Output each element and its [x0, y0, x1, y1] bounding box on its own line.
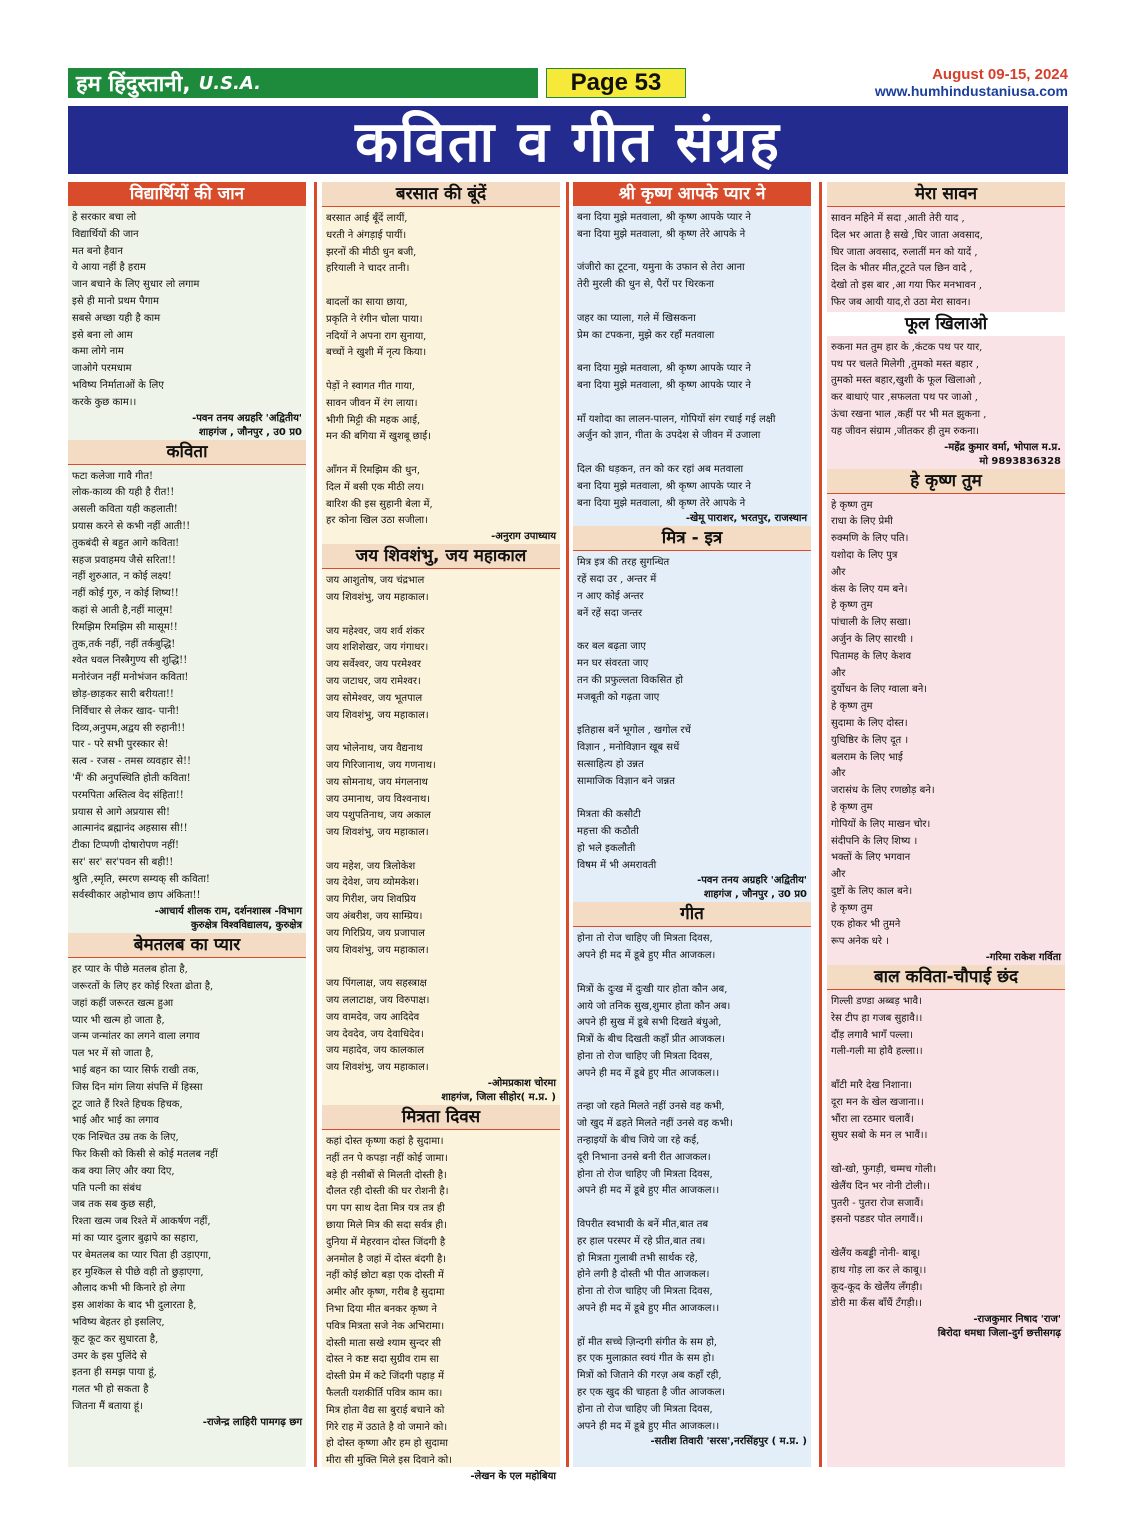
poem-title: फूल खिलाओ: [827, 312, 1065, 336]
poem-title: बेमतलब का प्यार: [68, 933, 306, 958]
poem-text: बना दिया मुझे मतवाला, श्री कृष्ण आपके प्यार ने बना दिया मुझे मतवाला, श्री कृष्ण तेरे आपके ने जंजीरो का टूटना, यमुना के उफान से तेरा आना तेरी मुरली की धुन से, पैरों पर थिरकना जहर का प्याला, गले में खिसकना प्रेम का टपकना, मुझे कर रहाँ मतवाला बना दिया मुझे मतवाला, श्री कृष्ण आपके प्यार ने बना दिया मुझे मतवाला, श्री कृष्ण आपके प्यार ने माँ यशोदा का लालन-पालन, गोपियों संग रचाई गई लक्षी अर्जुन को ज्ञान, गीता के उपदेश से जीवन में उजाला दिल की धड़कन, तन को कर रहां अब मतवाला बना दिया मुझे मतवाला, श्री कृष्ण आपके प्यार ने बना दिया मुझे मतवाला, श्री कृष्ण तेरे आपके ने: [577, 212, 776, 509]
poem-credit: -राजेन्द्र लाहिरी पामगढ़ छग: [202, 1416, 302, 1428]
poem-text: गिल्ली डण्डा अब्बड़ भावै। रेस टीप हा गजब सुहावै।। दौंड़ लगावै भागँ पल्ला। गली-गली मा होवै हल्ला।। बाँटी मारै देख निशाना। दूरा मन के खेल खजाना।। भौंरा ला रठमार चलावैं। सुघर सबो के मन ल भावैं।। खो-खो, फुगड़ी, चम्मच गोली। खेलैंय दिन भर नोनी टोली।। पुतरी - पुतरा रोज सजावैं। इसनो पडडर पोत लगावैं।। खेलैंय कबड्डी नोनी- बाबू। हाथ गोड़ ला कर ले काबू।। कूद-कूद के खेलैंय लँगड़ी। डोरी मा कँस बाँधैं टँगड़ी।।: [831, 996, 937, 1310]
masthead: [68, 68, 1068, 100]
poem-credit: -आचार्य शीलक राम, दर्शनशास्त्र -विभाग कुरुक्षेत्र विश्वविद्यालय, कुरुक्षेत्र: [154, 906, 302, 932]
poem-title: जय शिवशंभु, जय महाकाल: [322, 544, 560, 569]
poem-text: जय आशुतोष, जय चंद्रभाल जय शिवशंभु, जय महाकाल। जय महेश्वर, जय शर्व शंकर जय शशिशेखर, जय गंगाधर। जय सर्वेश्वर, जय परमेश्वर जय जटाधर, जय रामेश्वर। जय सोमेश्वर, जय भूतपाल जय शिवशंभु, जय महाकाल। जय भोलेनाथ, जय वैद्यनाथ जय गिरिजानाथ, जय गणनाथ। जय सोमनाथ, जय मंगलनाथ जय उमानाथ, जय विश्वनाथ। जय पशुपतिनाथ, जय अकाल जय शिवशंभु, जय महाकाल। जय महेश, जय त्रिलोकेश जय देवेश, जय व्योमकेश। जय गिरीश, जय शिवप्रिय जय अंबरीश, जय साम्प्रिय। जय गिरिप्रिय, जय प्रजापाल जय शिवशंभु, जय महाकाल। जय पिंगलाक्ष, जय सहस्त्राक्ष जय ललाटाक्ष, जय विरुपाक्ष। जय वामदेव, जय आदिदेव जय देवदेव, जय देवाधिदेव। जय महादेव, जय कालकाल जय शिवशंभु, जय महाकाल।: [326, 575, 436, 1074]
poem-credit: -राजकुमार निषाद 'राज' बिरोदा धमधा जिला-दुर्ग छत्तीसगढ़: [937, 1314, 1061, 1340]
poem-title: गीत: [573, 902, 811, 927]
column-1: [68, 182, 306, 1467]
poem-title: मेरा सावन: [827, 182, 1065, 207]
newspaper-usa: U.S.A.: [198, 72, 261, 94]
poem-credit: -सतीश तिवारी 'सरस',नरसिंहपुर ( म.प्र. ): [650, 1436, 807, 1448]
poem-text: सावन महिने में सदा ,आती तेरी याद , दिल भर आता है सखे ,घिर जाता अवसाद, घिर जाता अवसाद, रुलातीं मन को यादें , दिल के भीतर मीत,टूटते पल छिन वादे , देखो तो इस बार ,आ गया फिर मनभावन , फिर जब आयी याद,रो उठा मेरा सावन।: [831, 213, 983, 308]
poem-title: हे कृष्ण तुम: [827, 469, 1065, 494]
column-divider: [566, 182, 569, 1467]
masthead-right: [875, 66, 1068, 99]
poem-text: हे सरकार बचा लो विद्यार्थियों की जान मत बनो हैवान ये आया नहीं है हराम जान बचाने के लिए सुधार लो लगाम इसे ही मानो प्रथम पैगाम सबसे अच्छा यही है काम इसे बना लो आम कमा लोगे नाम जाओगे परमधाम भविष्य निर्माताओं के लिए करके कुछ काम।।: [72, 212, 200, 408]
column-divider: [314, 182, 317, 1467]
poem-credit: -पवन तनय अग्रहरि 'अद्वितीय' शाहगंज , जौनपुर , उ0 प्र0: [192, 412, 302, 438]
section-banner: कविता व गीत संग्रह: [68, 106, 1068, 174]
column-3: [573, 182, 811, 1467]
poem-credit: -अनुराग उपाध्याय: [491, 531, 556, 543]
page-number: Page 53: [546, 68, 686, 98]
website-link[interactable]: www.humhindustaniusa.com: [874, 83, 1068, 99]
poem-title: बाल कविता-चौपाई छंद: [827, 965, 1065, 990]
poem-title: बरसात की बूंदें: [322, 182, 560, 207]
poem-title: मित्रता दिवस: [322, 1105, 560, 1130]
poem-credit: -पवन तनय अग्रहरि 'अद्वितीय' शाहगंज , जौनपुर , उ0 प्र0: [697, 875, 807, 901]
column-divider: [819, 182, 822, 1467]
poem-credit: -खेमू पाराशर, भरतपुर, राजस्थान: [685, 513, 807, 525]
poem-text: हे कृष्ण तुम राधा के लिए प्रेमी रुक्मणि के लिए पति। यशोदा के लिए पुत्र और कंस के लिए यम बने। हे कृष्ण तुम पांचाली के लिए सखा। अर्जुन के लिए सारथी । पितामह के लिए केशव और दुर्योधन के लिए ग्वाला बने। हे कृष्ण तुम सुदामा के लिए दोस्त। युधिष्ठिर के लिए दूत । बलराम के लिए भाई और जरासंध के लिए रणछोड़ बने। हे कृष्ण तुम गोपियों के लिए माखन चोर। संदीपनि के लिए शिष्य । भक्तों के लिए भगवान और दुष्टों के लिए काल बने। हे कृष्ण तुम एक होकर भी तुमने रूप अनेक धरे ।: [831, 499, 935, 948]
poem-credit: -ओमप्रकाश चोरमा शाहगंज, जिला सीहोर( म.प्र. ): [441, 1078, 556, 1104]
poem-text: फटा कलेजा गावै गीत! लोक-काव्य की यही है रीत!! असली कविता यही कहलाती! प्रयास करने से कभी नहीं आती!! तुकबंदी से बहुत आगे कविता! सहज प्रवाहमय जैसे सरिता!! नहीं शुरुआत, न कोई लक्ष्य! नहीं कोई गुरु, न कोई शिष्य!! कहां से आती है,नहीं मालूम! रिमझिम रिमझिम सी मासूम!! तुक,तर्क नहीं, नहीं तर्कबुद्धि! श्वेत धवल निस्त्रैगुण्य सी शुद्धि!! मनोरंजन नहीं मनोभंजन कविता! छोड़-छाड़कर सारी बरीयता!! निर्विचार से लेकर खाद- पानी! दिव्य,अनुपम,अद्वय सी रुहानी!! पार - परे सभी पुरस्कार से! सत्व - रजस - तमस व्यवहार से!! 'मैं' की अनुपस्थिति होती कविता! परमपिता अस्तित्व वेद संहिता!! प्रयास से आगे अप्रयास सी! आत्मानंद ब्रह्मानंद अहसास सी!! टीका टिप्पणी दोषारोपण नहीं! सर' सर' सर'पवन सी बही!! श्रुति ,स्मृति, स्मरण सम्यक् सी कविता! सर्वस्वीकार अहोभाव छाप अंकिता!!: [72, 470, 210, 902]
poem-credit: -महेंद्र कुमार वर्मा, भोपाल म.प्र. मो 9893836328: [944, 441, 1061, 467]
poem-text: होना तो रोज चाहिए जी मित्रता दिवस, अपने ही मद में डूबे हुए मीत आजकल। मित्रों के दुःख में दुःखी यार होता कौन अब, आये जो तनिक सुख,शुमार होता कौन अब। अपने ही सुख में डूबे सभी दिखते बंधुओ, मित्रों के बीच दिखती कहाँ प्रीत आजकल। होना तो रोज चाहिए जी मित्रता दिवस, अपने ही मद में डूबे हुए मीत आजकल।। तन्हा जो रहते मिलते नहीं उनसे वह कभी, जो खुद में ढहते मिलते नहीं उनसे वह कभी। तन्हाइयों के बीच जिये जा रहे कई, दूरी निभाना उनसे बनी रीत आजकल। होना तो रोज चाहिए जी मित्रता दिवस, अपने ही मद में डूबे हुए मीत आजकल।। विपरीत स्वभावी के बनें मीत,बात तब हर हाल परस्पर में रहे प्रीत,बात तब। हो मित्रता गुलाबी तभी सार्थक रहे, होने लगी है दोस्ती भी पीत आजकल। होना तो रोज चाहिए जी मित्रता दिवस, अपने ही मद में डूबे हुए मीत आजकल।। हों मीत सच्चे ज़िन्दगी संगीत के सम हो, हर एक मुलाक़ात स्वयं गीत के सम हो। मित्रों को जिताने की गरज़ अब कहाँ रही, हर एक खुद की चाहता है जीत आजकल। होना तो रोज चाहिए जी मित्रता दिवस, अपने ही मद में डूबे हुए मीत आजकल।।: [577, 933, 733, 1432]
poem-title: मित्र - इत्र: [573, 526, 811, 551]
newspaper-title: हम हिंदुस्तानी,: [76, 72, 191, 97]
poem-credit: -गरिमा राकेश गर्विता: [985, 952, 1061, 964]
poem-text: रुकना मत तुम हार के ,कंटक पथ पर यार, पथ पर चलते मिलेगी ,तुमको मस्त बहार , तुमको मस्त बहार,खुशी के फूल खिलाओ , कर बाधाएं पार ,सफलता पथ पर जाओ , ऊंचा रखना भाल ,कहीं पर भी मत झुकना , यह जीवन संग्राम ,जीतकर ही तुम रुकना।: [831, 341, 987, 437]
poem-text: हर प्यार के पीछे मतलब होता है, जरूरतों के लिए हर कोई रिश्ता ढोता है, जहां कहीं जरूरत खत्म हुआ प्यार भी खत्म हो जाता है, जन्म जन्मांतर का लगने वाला लगाव पल भर में सो जाता है, भाई बहन का प्यार सिर्फ राखी तक, जिस दिन मांग लिया संपत्ति में हिस्सा टूट जाते हैं रिश्ते हिचक हिचक, भाई और भाई का लगाव एक निश्चित उम्र तक के लिए, फिर किसी को किसी से कोई मतलब नहीं कब क्या लिए और क्या दिए, पति पत्नी का संबंध जब तक सब कुछ सही, रिश्ता खत्म जब रिश्ते में आकर्षण नहीं, मां का प्यार दुलार बुढ़ापे का सहारा, पर बेमतलब का प्यार पिता ही उड़ाएगा, हर मुश्किल से पीछे वही तो छुड़ाएगा, औलाद कभी भी किनारे हो लेगा इस आशंका के बाद भी दुलारता है, भविष्य बेहतर हो इसलिए, कूट कूट कर सुधारता है, उमर के इस पुलिंदे से इतना ही समझ पाया हूं, गलत भी हो सकता है जितना मैं बताया हूं।: [72, 964, 218, 1412]
poem-text: कहां दोस्त कृष्णा कहां है सुदामा। नहीं तन पे कपड़ा नहीं कोई जामा। बड़े ही नसीबों से मिलती दोस्ती है। दौलत रही दोस्ती की घर रोशनी है। पग पग साथ देता मित्र यत्र तत्र ही छाया मिले मित्र की सदा सर्वत्र ही। दुनिया में मेहरवान दोस्त जिंदगी है अनमोल है जहां में दोस्त बंदगी है। नहीं कोई छोटा बड़ा एक दोस्ती में अमीर और कृष्ण, गरीब है सुदामा निभा दिया मीत बनकर कृष्ण ने पवित्र मित्रता सजे नेक अभिरामा। दोस्ती माता सखे श्याम सुन्दर सी दोस्त ने कष्ट सदा सुग्रीव राम सा दोस्ती प्रेम में कटे जिंदगी पहाड़ में फैलती यशकीर्ति पवित्र काम का। मित्र होता वैद्य सा बुराई बचाने को गिरे राह में उठाते है वो जमाने को। हो दोस्त कृष्णा और हम हो सुदामा मीरा सी मुक्ति मिले इस दिवाने को।: [326, 1136, 452, 1467]
poem-title: कविता: [68, 440, 306, 465]
poem-title: श्री कृष्ण आपके प्यार ने: [573, 182, 811, 206]
newspaper-name-bar: [68, 68, 538, 98]
poem-credit: -लेखन के एल महोबिया: [470, 1470, 556, 1482]
column-4: [827, 182, 1065, 1467]
column-2: [322, 182, 560, 1482]
poem-title: विद्यार्थियों की जान: [68, 182, 306, 206]
issue-date: August 09-15, 2024: [932, 66, 1068, 83]
poem-text: बरसात आई बूँदें लायीं, धरती ने अंगड़ाई पायीं। झरनों की मीठी धुन बजी, हरियाली ने चादर तानी। बादलों का साया छाया, प्रकृति ने रंगीन चोला पाया। नदियों ने अपना राग सुनाया, बच्चों ने खुशी में नृत्य किया। पेड़ों ने स्वागत गीत गाया, सावन जीवन में रंग लाया। भीगी मिट्टी की महक आई, मन की बगिया में खुशबू छाई। आँगन में रिमझिम की धुन, दिल में बसी एक मीठी लय। बारिश की इस सुहानी बेला में, हर कोना खिल उठा सजीला।: [326, 213, 433, 527]
poem-text: मित्र इत्र की तरह सुगन्धित रहें सदा उर , अन्तर में न आए कोई अन्तर बनें रहें सदा जन्तर कर बल बढ़ता जाए मन घर संवरता जाए तन की प्रफुल्लता विकसित हो मजबूती को गढ़ता जाए इतिहास बनें भूगोल , खगोल रचें विज्ञान , मनोविज्ञान खूब सधें सत्साहित्य हो उन्नत सामाजिक विज्ञान बने जन्नत मित्रता की कसौटी महत्ता की कठौती हो भले इकलौती विषम में भी अमरावती: [577, 557, 691, 871]
